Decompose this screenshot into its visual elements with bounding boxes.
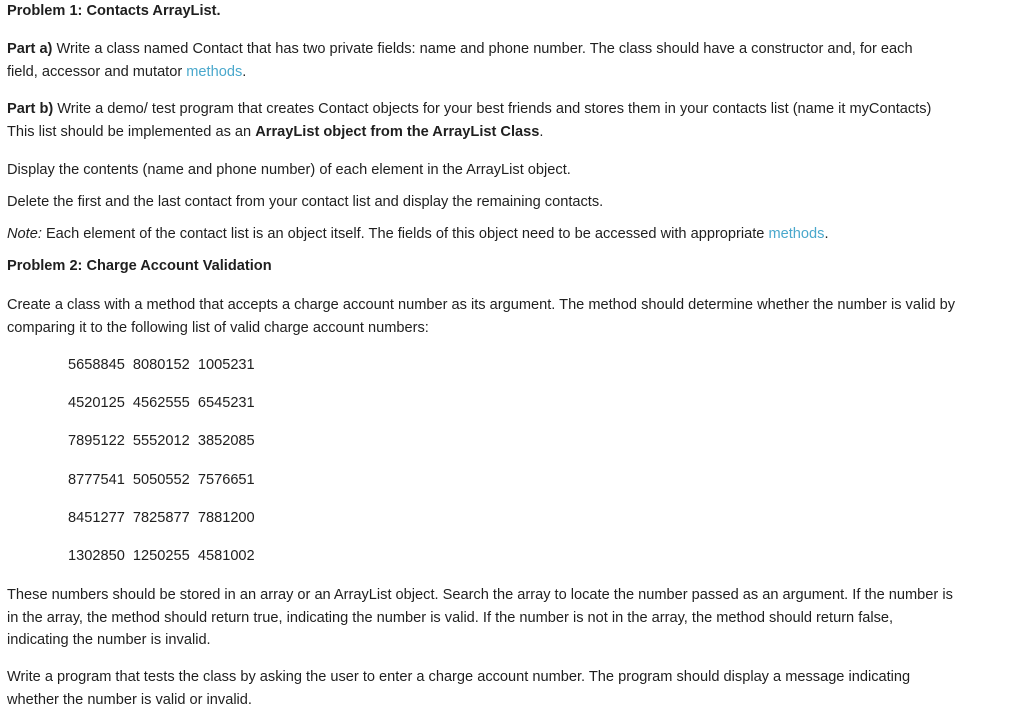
account-number-row: 1302850 1250255 4581002 [68,548,255,564]
part-b-label: Part b) [7,101,54,117]
note-end: . [824,226,829,242]
storage-paragraph [7,584,1021,652]
part-a-label: Part a) [7,41,53,57]
intro-line1: Create a class with a method that accepts a charge account number as its argument. The method should determine whether the number is valid by [7,297,956,313]
storage-line1: These numbers should be stored in an array or an ArrayList object. Search the array to locate the number passed as an argument. If the number is [7,587,953,603]
test-line2: whether the number is valid or invalid. [7,691,252,708]
note-text: Each element of the contact list is an object itself. The fields of this object need to be accessed with appropriate [41,226,769,242]
part-b-line2 [7,121,1021,144]
problem1-title: Problem 1: Contacts ArrayList. [7,3,221,19]
storage-line2: in the array, the method should return true, indicating the number is valid. If the number is not in the array, the method should return false, [7,609,894,626]
account-number-row: 7895122 5552012 3852085 [68,433,255,449]
test-program-paragraph [7,666,1021,711]
part-a-line1 [7,38,1021,61]
part-b-line1 [7,98,1021,121]
test-line1: Write a program that tests the class by asking the user to enter a charge account number. The program should display a message indicating [7,669,911,685]
problem2-title: Problem 2: Charge Account Validation [7,258,272,274]
part-a-paragraph [7,38,1021,83]
account-number-row: 5658845 8080152 1005231 [68,357,255,373]
part-b-text: Write a demo/ test program that creates Contact objects for your best friends and stores them in your contacts list (name it myContacts) [53,101,932,117]
account-number-row: 8777541 5050552 7576651 [68,472,255,488]
account-number-row: 8451277 7825877 7881200 [68,510,255,526]
part-a-line2 [7,61,1021,84]
problem2-intro [7,294,1021,339]
delete-paragraph: Delete the first and the last contact from your contact list and display the remaining contacts. [7,194,604,210]
part-b-paragraph [7,98,1021,143]
note-paragraph [7,223,1021,246]
part-a-text: Write a class named Contact that has two private fields: name and phone number. The class should have a constructor and, for each [52,41,913,57]
note-methods-link[interactable]: methods [768,226,825,242]
arraylist-bold: ArrayList object from the ArrayList Class [255,123,540,140]
part-b-end: . [539,123,544,140]
account-number-row: 4520125 4562555 6545231 [68,395,255,411]
display-paragraph: Display the contents (name and phone number) of each element in the ArrayList object. [7,162,571,178]
part-a-end: . [242,63,247,80]
storage-line3: indicating the number is invalid. [7,632,211,648]
methods-link[interactable]: methods [186,63,243,80]
part-b-text2: This list should be implemented as an [7,123,256,140]
intro-line2: comparing it to the following list of valid charge account numbers: [7,319,429,336]
note-label: Note: [7,226,42,242]
part-a-text2: field, accessor and mutator [7,63,187,80]
